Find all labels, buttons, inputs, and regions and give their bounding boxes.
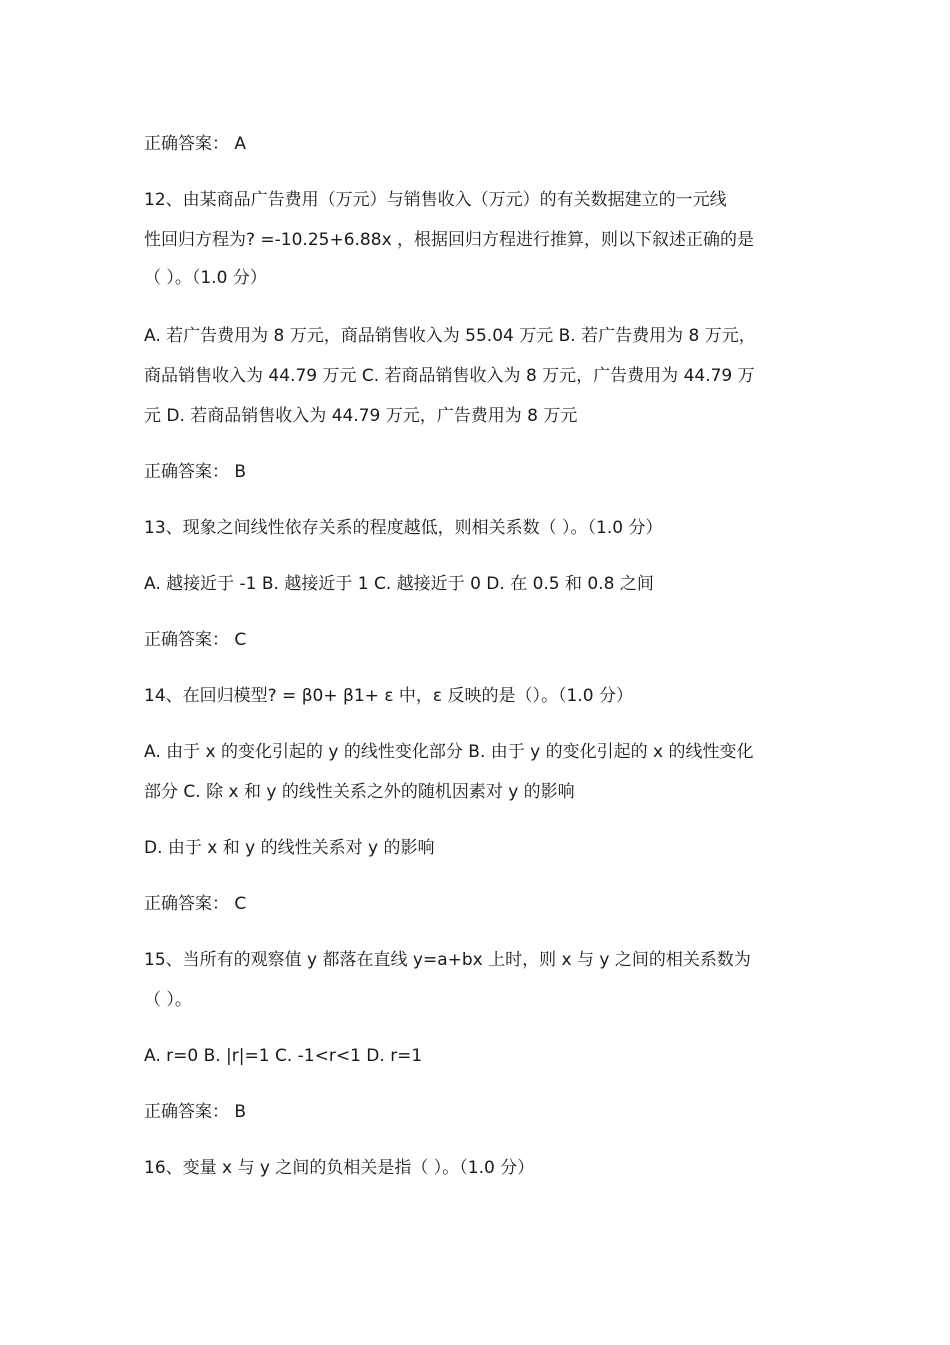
- question-12-text: 12、由某商品广告费用（万元）与销售收入（万元）的有关数据建立的一元线: [144, 190, 727, 210]
- question-14-options: D. 由于 x 和 y 的线性关系对 y 的影响: [144, 838, 435, 858]
- question-14-text: 14、在回归模型? = β0+ β1+ ε 中，ε 反映的是（）。（1.0 分）: [144, 686, 633, 706]
- question-12-options: A. 若广告费用为 8 万元，商品销售收入为 55.04 万元 B. 若广告费用为 8 万元，: [144, 326, 756, 346]
- answer-13: 正确答案： C: [144, 630, 247, 650]
- question-12-text: 性回归方程为? =-10.25+6.88x ，根据回归方程进行推算，则以下叙述正确的是: [144, 230, 755, 250]
- question-14-options: A. 由于 x 的变化引起的 y 的线性变化部分 B. 由于 y 的变化引起的 x 的线性变化: [144, 742, 754, 762]
- question-12-text: （ ）。（1.0 分）: [144, 268, 267, 288]
- question-15-text: （ ）。: [144, 990, 192, 1010]
- question-15-options: A. r=0 B. |r|=1 C. -1<r<1 D. r=1: [144, 1046, 423, 1066]
- answer-12: 正确答案： B: [144, 462, 247, 482]
- answer-11: 正确答案： A: [144, 134, 247, 154]
- answer-15: 正确答案： B: [144, 1102, 247, 1122]
- question-12-options: 商品销售收入为 44.79 万元 C. 若商品销售收入为 8 万元，广告费用为 44.79 万: [144, 366, 755, 386]
- question-13-options: A. 越接近于 -1 B. 越接近于 1 C. 越接近于 0 D. 在 0.5 和 0.8 之间: [144, 574, 654, 594]
- question-13-text: 13、现象之间线性依存关系的程度越低，则相关系数（ ）。（1.0 分）: [144, 518, 663, 538]
- question-16-text: 16、变量 x 与 y 之间的负相关是指（ ）。（1.0 分）: [144, 1158, 535, 1178]
- question-15-text: 15、当所有的观察值 y 都落在直线 y=a+bx 上时，则 x 与 y 之间的相关系数为: [144, 950, 751, 970]
- question-12-options: 元 D. 若商品销售收入为 44.79 万元，广告费用为 8 万元: [144, 406, 578, 426]
- answer-14: 正确答案： C: [144, 894, 247, 914]
- question-14-options: 部分 C. 除 x 和 y 的线性关系之外的随机因素对 y 的影响: [144, 782, 575, 802]
